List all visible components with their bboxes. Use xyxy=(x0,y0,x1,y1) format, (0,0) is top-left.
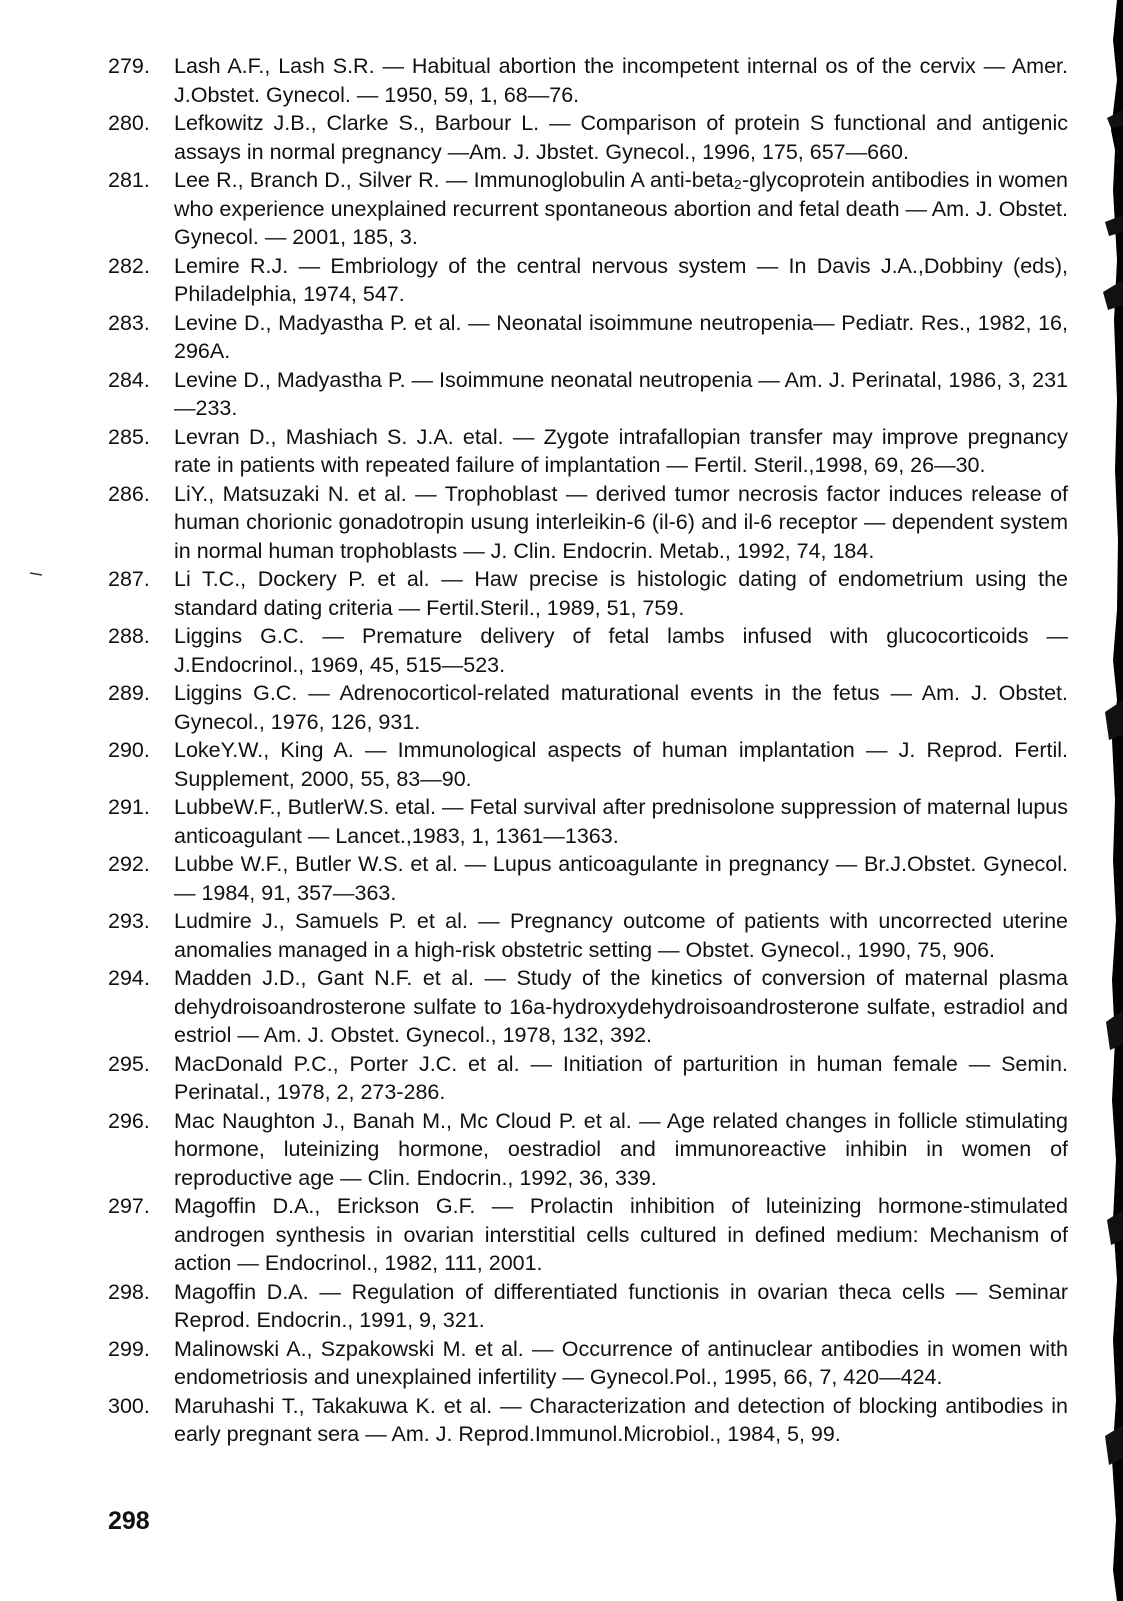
reference-item xyxy=(108,736,1068,793)
reference-item xyxy=(108,850,1068,907)
reference-item xyxy=(108,423,1068,480)
reference-item xyxy=(108,109,1068,166)
reference-text: Liggins G.C. — Premature delivery of fetal lambs infused with glucocorticoids — J.Endocrinol., 1969, 45, 515—523. xyxy=(174,624,1068,677)
reference-number: 282. xyxy=(108,253,150,278)
reference-item xyxy=(108,1278,1068,1335)
page-number: 298 xyxy=(108,1507,150,1535)
reference-number: 288. xyxy=(108,624,150,648)
scan-speck xyxy=(30,572,42,576)
reference-item xyxy=(108,679,1068,736)
reference-item xyxy=(108,166,1068,252)
reference-text: Levran D., Mashiach S. J.A. etal. — Zygote intrafallopian transfer may improve pregnancy rate in patients with repeated failure of implantation — Fertil. Steril.,1998, 69, 26—30. xyxy=(174,424,1068,477)
reference-number: 292. xyxy=(108,852,150,876)
reference-item xyxy=(108,622,1068,679)
reference-text: Lubbe W.F., Butler W.S. et al. — Lupus anticoagulante in pregnancy — Br.J.Obstet. Gynecol. — 1984, 91, 357—363. xyxy=(174,852,1068,905)
reference-number: 299. xyxy=(108,1336,150,1361)
reference-number: 290. xyxy=(108,738,150,762)
reference-number: 297. xyxy=(108,1194,150,1218)
reference-item xyxy=(108,1392,1068,1449)
reference-number: 296. xyxy=(108,1108,150,1133)
reference-item xyxy=(108,252,1068,309)
reference-text: Levine D., Madyastha P. et al. — Neonatal isoimmune neutropenia— Pediatr. Res., 1982, 16, 296A. xyxy=(174,310,1068,363)
reference-text: Levine D., Madyastha P. — Isoimmune neonatal neutropenia — Am. J. Perinatal, 1986, 3, 231—233. xyxy=(174,367,1068,420)
reference-item xyxy=(108,1192,1068,1278)
reference-text: Ludmire J., Samuels P. et al. — Pregnancy outcome of patients with uncorrected uterine anomalies managed in a high-risk obstetric setting — Obstet. Gynecol., 1990, 75, 906. xyxy=(174,909,1068,962)
reference-number: 279. xyxy=(108,54,150,78)
reference-number: 281. xyxy=(108,168,150,192)
reference-number: 300. xyxy=(108,1393,150,1418)
reference-text: Magoffin D.A., Erickson G.F. — Prolactin inhibition of luteinizing hormone-stimulated androgen synthesis in ovarian interstitial cells cultured in defined medium: Mechanism of action — Endocrinol., 1982, 111, 2001. xyxy=(174,1194,1068,1275)
reference-item xyxy=(108,309,1068,366)
reference-text: Liggins G.C. — Adrenocorticol-related maturational events in the fetus — Am. J. Obstet. Gynecol., 1976, 126, 931. xyxy=(174,681,1068,734)
reference-text: MacDonald P.C., Porter J.C. et al. — Initiation of parturition in human female — Semin. Perinatal., 1978, 2, 273-286. xyxy=(174,1051,1068,1104)
reference-text: LokeY.W., King A. — Immunological aspects of human implantation — J. Reprod. Fertil. Supplement, 2000, 55, 83—90. xyxy=(174,738,1068,791)
reference-number: 285. xyxy=(108,424,150,449)
reference-number: 293. xyxy=(108,909,150,933)
reference-number: 286. xyxy=(108,481,150,506)
reference-text: Lemire R.J. — Embriology of the central nervous system — In Davis J.A.,Dobbiny (eds), Philadelphia, 1974, 547. xyxy=(174,253,1068,306)
reference-number: 280. xyxy=(108,111,150,135)
reference-text: LiY., Matsuzaki N. et al. — Trophoblast — derived tumor necrosis factor induces release of human chorionic gonadotropin usung interleikin-6 (il-6) and il-6 receptor — dependent system in normal human trophoblasts — J. Clin. Endocrin. Metab., 1992, 74, 184. xyxy=(174,481,1068,563)
reference-item xyxy=(108,964,1068,1050)
reference-number: 284. xyxy=(108,367,150,392)
reference-text: Li T.C., Dockery P. et al. — Haw precise is histologic dating of endometrium using the standard dating criteria — Fertil.Steril., 1989, 51, 759. xyxy=(174,567,1068,620)
reference-text: LubbeW.F., ButlerW.S. etal. — Fetal survival after prednisolone suppression of maternal lupus anticoagulant — Lancet.,1983, 1, 1361—1363. xyxy=(174,795,1068,848)
reference-item xyxy=(108,1050,1068,1107)
reference-list xyxy=(108,52,1068,1449)
reference-number: 295. xyxy=(108,1051,150,1076)
reference-item xyxy=(108,1107,1068,1193)
reference-item xyxy=(108,480,1068,566)
reference-number: 283. xyxy=(108,310,150,335)
reference-item xyxy=(108,907,1068,964)
reference-item xyxy=(108,366,1068,423)
scan-edge-shadow xyxy=(1093,0,1123,1601)
reference-number: 294. xyxy=(108,966,150,990)
reference-number: 289. xyxy=(108,681,150,705)
reference-item xyxy=(108,565,1068,622)
reference-text: Lefkowitz J.B., Clarke S., Barbour L. — Comparison of protein S functional and antigenic assays in normal pregnancy —Am. J. Jbstet. Gynecol., 1996, 175, 657—660. xyxy=(174,111,1068,164)
reference-text: Lash A.F., Lash S.R. — Habitual abortion the incompetent internal os of the cervix — Amer. J.Obstet. Gynecol. — 1950, 59, 1, 68—76. xyxy=(174,54,1068,107)
reference-number: 298. xyxy=(108,1279,150,1304)
reference-text: Lee R., Branch D., Silver R. — Immunoglobulin A anti-beta₂-glycoprotein antibodies in women who experience unexplained recurrent spontaneous abortion and fetal death — Am. J. Obstet. Gynecol. — 2001, 185, 3. xyxy=(174,168,1069,249)
reference-item xyxy=(108,52,1068,109)
reference-item xyxy=(108,793,1068,850)
reference-text: Malinowski A., Szpakowski M. et al. — Occurrence of antinuclear antibodies in women with endometriosis and unexplained infertility — Gynecol.Pol., 1995, 66, 7, 420—424. xyxy=(174,1336,1068,1389)
reference-text: Mac Naughton J., Banah M., Mc Cloud P. et al. — Age related changes in follicle stimulating hormone, luteinizing hormone, oestradiol and immunoreactive inhibin in women of reproductive age — Clin. Endocrin., 1992, 36, 339. xyxy=(174,1108,1068,1190)
reference-number: 291. xyxy=(108,795,150,819)
reference-text: Magoffin D.A. — Regulation of differentiated functionis in ovarian theca cells — Seminar Reprod. Endocrin., 1991, 9, 321. xyxy=(174,1279,1068,1332)
reference-item xyxy=(108,1335,1068,1392)
reference-number: 287. xyxy=(108,567,150,591)
reference-text: Madden J.D., Gant N.F. et al. — Study of the kinetics of conversion of maternal plasma dehydroisoandrosterone sulfate to 16a-hydroxydehydroisoandrosterone sulfate, estradiol and estriol — Am. J. Obstet. Gynecol., 1978, 132, 392. xyxy=(174,966,1068,1047)
reference-text: Maruhashi T., Takakuwa K. et al. — Characterization and detection of blocking antibodies in early pregnant sera — Am. J. Reprod.Immunol.Microbiol., 1984, 5, 99. xyxy=(174,1393,1068,1446)
